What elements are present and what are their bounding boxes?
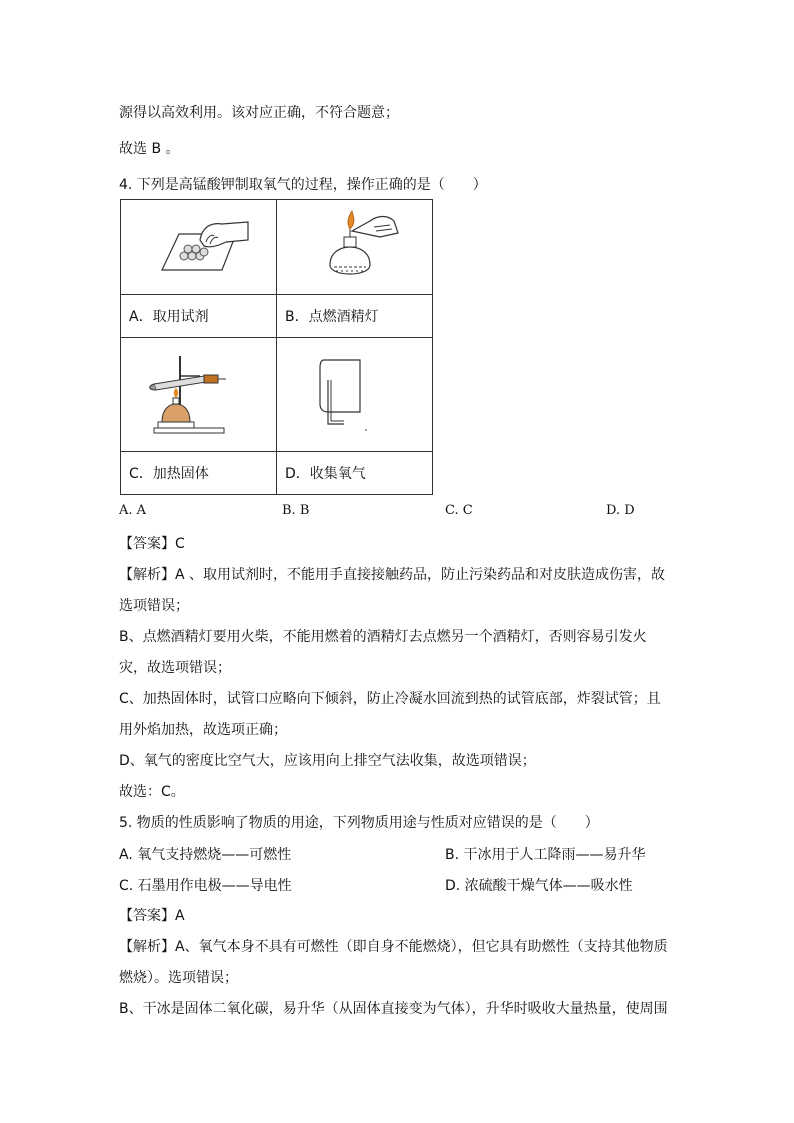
image-cell-b bbox=[277, 200, 433, 295]
explanation-5-line-1: 【解析】A、氧气本身不具有可燃性（即自身不能燃烧），但它具有助燃性（支持其他物质 bbox=[119, 939, 668, 955]
question-4-stem: 4. 下列是高锰酸钾制取氧气的过程，操作正确的是（ ） bbox=[119, 177, 487, 193]
explanation-4-line-4: 灾，故选项错误； bbox=[119, 660, 231, 676]
q4-option-a: A. A bbox=[119, 503, 147, 518]
q4-option-c: C. C bbox=[445, 503, 473, 518]
explanation-4-line-8: 故选：C。 bbox=[119, 784, 185, 800]
taking-reagent-illustration bbox=[144, 212, 254, 282]
label-c: C．加热固体 bbox=[121, 452, 277, 495]
line-1: 源得以高效利用。该对应正确，不符合题意； bbox=[119, 105, 399, 121]
label-d: D．收集氧气 bbox=[277, 452, 433, 495]
explanation-5-line-2: 燃烧）。选项错误； bbox=[119, 970, 238, 986]
label-a: A．取用试剂 bbox=[121, 295, 277, 338]
lighting-lamp-illustration bbox=[300, 207, 410, 287]
question-5-stem: 5. 物质的性质影响了物质的用途，下列物质用途与性质对应错误的是（ ） bbox=[119, 815, 599, 831]
answer-4: 【答案】C bbox=[119, 536, 185, 552]
q5-option-d: D. 浓硫酸干燥气体——吸水性 bbox=[445, 878, 633, 894]
q4-option-b: B. B bbox=[282, 503, 310, 518]
collecting-oxygen-illustration bbox=[300, 350, 410, 440]
q4-option-d: D. D bbox=[606, 503, 635, 518]
label-b: B．点燃酒精灯 bbox=[277, 295, 433, 338]
image-cell-d bbox=[277, 338, 433, 452]
explanation-5-line-3: B、干冰是固体二氧化碳，易升华（从固体直接变为气体），升华时吸收大量热量，使周围 bbox=[119, 1001, 668, 1017]
answer-5: 【答案】A bbox=[119, 908, 185, 924]
explanation-4-line-7: D、氧气的密度比空气大，应该用向上排空气法收集，故选项错误； bbox=[119, 753, 536, 769]
line-2: 故选 B 。 bbox=[119, 141, 180, 157]
image-cell-a bbox=[121, 200, 277, 295]
question-4-table bbox=[120, 199, 433, 495]
explanation-4-line-2: 选项错误； bbox=[119, 598, 189, 614]
q5-option-c: C. 石墨用作电极——导电性 bbox=[119, 878, 292, 894]
image-cell-c bbox=[121, 338, 277, 452]
explanation-4-line-3: B、点燃酒精灯要用火柴，不能用燃着的酒精灯去点燃另一个酒精灯，否则容易引发火 bbox=[119, 629, 647, 645]
heating-solid-illustration bbox=[144, 350, 254, 440]
explanation-4-line-6: 用外焰加热，故选项正确； bbox=[119, 722, 287, 738]
q5-option-b: B. 干冰用于人工降雨——易升华 bbox=[445, 847, 646, 863]
q5-option-a: A. 氧气支持燃烧——可燃性 bbox=[119, 847, 292, 863]
explanation-4-line-1: 【解析】A 、取用试剂时，不能用手直接接触药品，防止污染药品和对皮肤造成伤害，故 bbox=[119, 567, 666, 583]
explanation-4-line-5: C、加热固体时，试管口应略向下倾斜，防止冷凝水回流到热的试管底部，炸裂试管；且 bbox=[119, 691, 661, 707]
